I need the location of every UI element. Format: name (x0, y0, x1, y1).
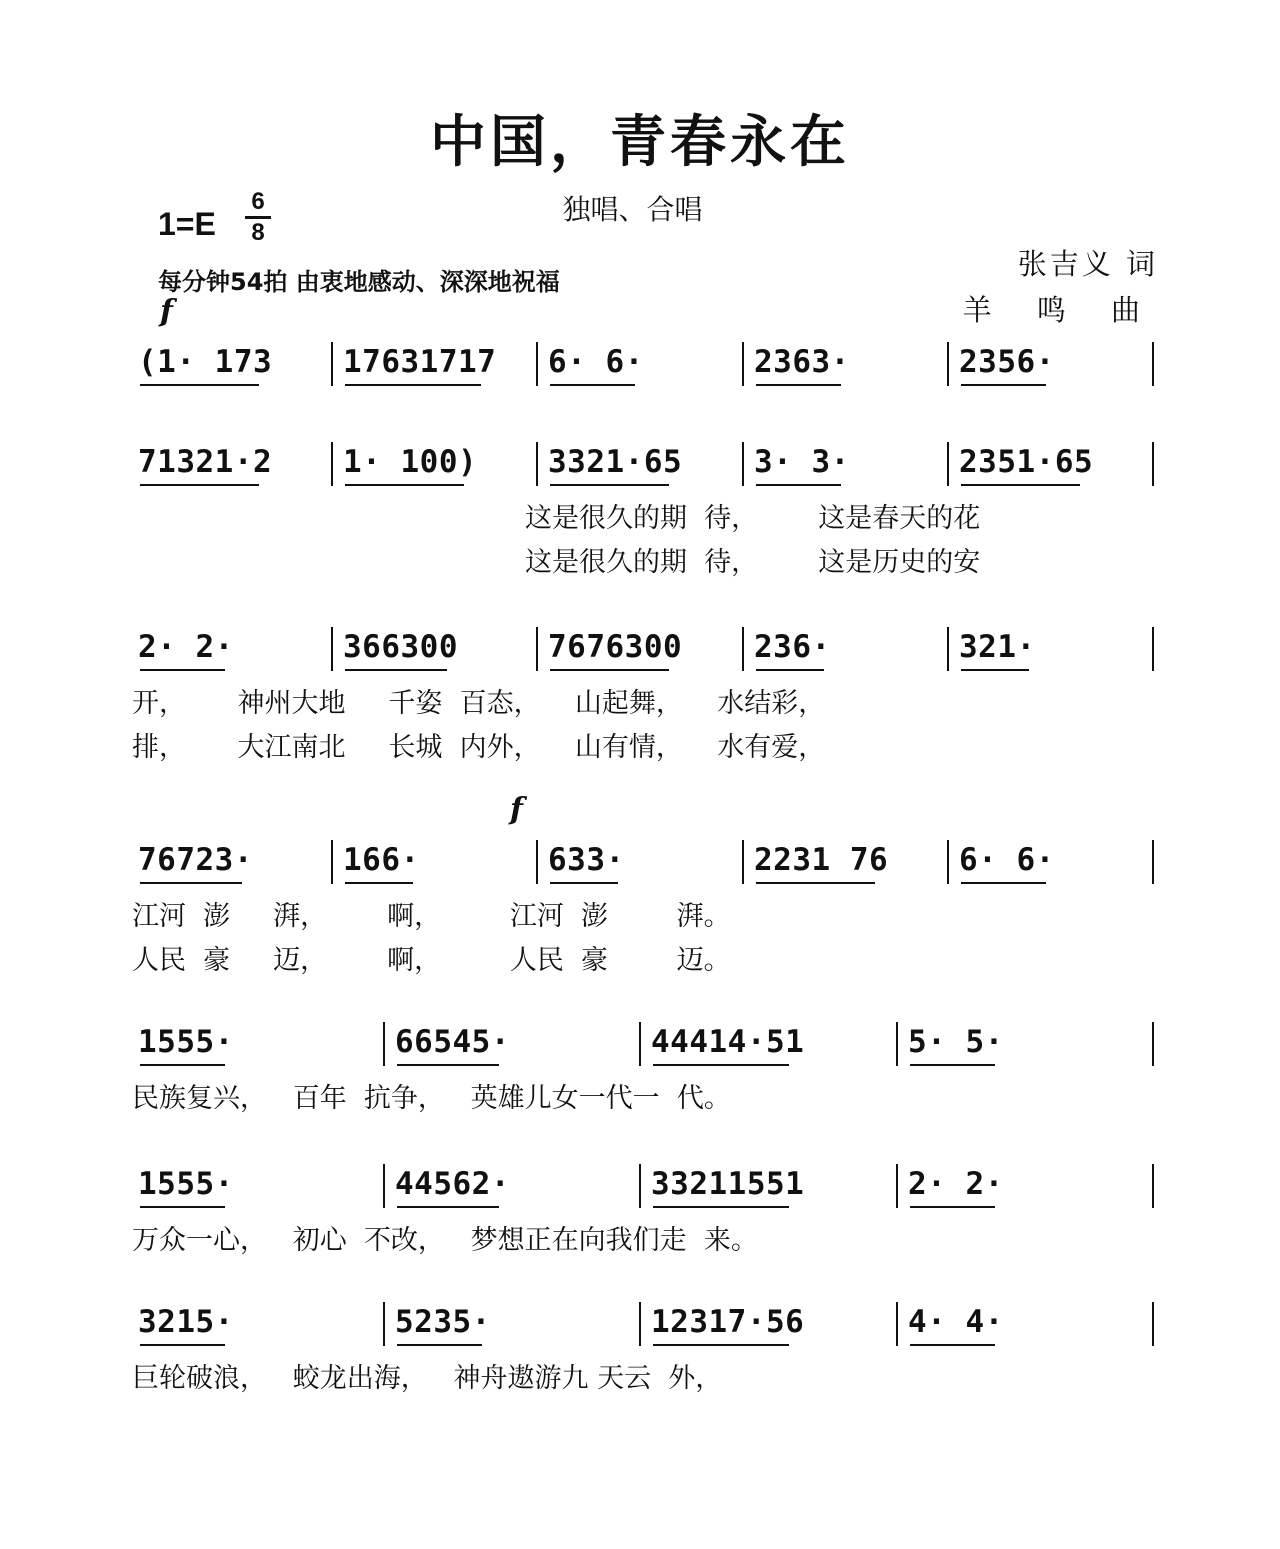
barline (1152, 840, 1154, 884)
barline (1152, 1164, 1154, 1208)
beam-line (140, 1344, 225, 1346)
beam-line (397, 1344, 482, 1346)
beam-line (756, 882, 875, 884)
measure-notes: 5· 5· (908, 1024, 1004, 1060)
beam-line (140, 384, 259, 386)
composer-credit: 羊 鸣 曲 (962, 293, 1158, 327)
beam-line (140, 484, 259, 486)
song-title: 中国，青春永在 (430, 109, 850, 175)
lyric-line: 这是很久的期 待， 这是历史的安 (525, 547, 981, 578)
measure-notes: 2· 2· (908, 1166, 1004, 1202)
meter-bottom: 8 (251, 219, 265, 246)
measure-notes: 6· 6· (959, 842, 1055, 878)
measure-notes: 33211551 (651, 1166, 805, 1202)
measure-notes: 12317·56 (651, 1304, 805, 1340)
beam-line (345, 484, 464, 486)
measure-notes: 3321·65 (548, 444, 683, 480)
barline (639, 1302, 641, 1346)
barline (1152, 1022, 1154, 1066)
barline (896, 1302, 898, 1346)
measure-notes: 44562· (395, 1166, 510, 1202)
beam-line (653, 1206, 789, 1208)
measure-notes: 2231 76 (754, 842, 889, 878)
beam-line (961, 669, 1029, 671)
beam-line (961, 384, 1046, 386)
beam-line (961, 484, 1080, 486)
measure-notes: 633· (548, 842, 625, 878)
beam-line (910, 1344, 995, 1346)
beam-line (910, 1206, 995, 1208)
measure-notes: 366300 (343, 629, 458, 665)
barline (896, 1022, 898, 1066)
measure-notes: 3215· (138, 1304, 234, 1340)
barline (639, 1164, 641, 1208)
barline (331, 840, 333, 884)
barline (742, 840, 744, 884)
measure-notes: 1555· (138, 1024, 234, 1060)
lyric-line: 人民 豪 迈， 啊， 人民 豪 迈。 (132, 945, 731, 976)
barline (1152, 627, 1154, 671)
beam-line (653, 1064, 789, 1066)
measure-notes: 166· (343, 842, 420, 878)
lyric-line: 排， 大江南北 长城 内外， 山有情， 水有爱， (132, 732, 826, 763)
barline (947, 342, 949, 386)
dynamic-marking: f (160, 294, 173, 329)
measure-notes: 3· 3· (754, 444, 850, 480)
measure-notes: 17631717 (343, 344, 497, 380)
beam-line (756, 484, 841, 486)
barline (383, 1302, 385, 1346)
barline (1152, 342, 1154, 386)
barline (947, 442, 949, 486)
measure-notes: 2351·65 (959, 444, 1094, 480)
measure-notes: 7676300 (548, 629, 683, 665)
lyric-line: 万众一心， 初心 不改， 梦想正在向我们走 来。 (132, 1225, 758, 1256)
beam-line (550, 484, 669, 486)
beam-line (550, 384, 635, 386)
beam-line (345, 384, 481, 386)
measure-notes: 2356· (959, 344, 1055, 380)
beam-line (397, 1206, 499, 1208)
measure-notes: 66545· (395, 1024, 510, 1060)
barline (536, 342, 538, 386)
barline (536, 627, 538, 671)
measure-notes: 44414·51 (651, 1024, 805, 1060)
measure-notes: 5235· (395, 1304, 491, 1340)
lyric-line: 巨轮破浪， 蛟龙出海， 神舟遨游九 天云 外， (132, 1363, 723, 1394)
barline (742, 442, 744, 486)
lyric-line: 江河 澎 湃， 啊， 江河 澎 湃。 (132, 901, 731, 932)
beam-line (397, 1064, 499, 1066)
barline (331, 342, 333, 386)
measure-notes: 236· (754, 629, 831, 665)
lyric-line: 民族复兴， 百年 抗争， 英雄儿女一代一 代。 (132, 1083, 731, 1114)
measure-notes: (1· 173 (138, 344, 273, 380)
barline (383, 1164, 385, 1208)
barline (331, 442, 333, 486)
key-signature: 1=E (158, 206, 216, 242)
measure-notes: 1555· (138, 1166, 234, 1202)
beam-line (345, 882, 413, 884)
beam-line (140, 1206, 225, 1208)
barline (896, 1164, 898, 1208)
meter-top: 6 (251, 188, 265, 215)
barline (536, 840, 538, 884)
measure-notes: 2363· (754, 344, 850, 380)
measure-notes: 4· 4· (908, 1304, 1004, 1340)
beam-line (550, 882, 618, 884)
beam-line (756, 669, 824, 671)
beam-line (140, 882, 242, 884)
dynamic-marking: f (510, 792, 523, 827)
beam-line (961, 882, 1046, 884)
performance-type: 独唱、合唱 (562, 193, 703, 226)
barline (742, 342, 744, 386)
beam-line (345, 669, 447, 671)
barline (1152, 1302, 1154, 1346)
time-signature (243, 190, 273, 245)
measure-notes: 2· 2· (138, 629, 234, 665)
beam-line (653, 1344, 789, 1346)
beam-line (140, 669, 225, 671)
beam-line (550, 669, 669, 671)
barline (536, 442, 538, 486)
barline (947, 627, 949, 671)
measure-notes: 321· (959, 629, 1036, 665)
measure-notes: 1· 100) (343, 444, 478, 480)
beam-line (910, 1064, 995, 1066)
barline (742, 627, 744, 671)
lyric-line: 这是很久的期 待， 这是春天的花 (525, 503, 981, 534)
barline (639, 1022, 641, 1066)
barline (947, 840, 949, 884)
barline (1152, 442, 1154, 486)
lyric-line: 开， 神州大地 千姿 百态， 山起舞， 水结彩， (132, 688, 826, 719)
beam-line (756, 384, 841, 386)
tempo-marking: 每分钟54拍 由衷地感动、深深地祝福 (158, 268, 560, 296)
measure-notes: 76723· (138, 842, 253, 878)
measure-notes: 71321·2 (138, 444, 273, 480)
measure-notes: 6· 6· (548, 344, 644, 380)
barline (331, 627, 333, 671)
beam-line (140, 1064, 225, 1066)
barline (383, 1022, 385, 1066)
lyricist-credit: 张吉义 词 (1017, 247, 1158, 281)
